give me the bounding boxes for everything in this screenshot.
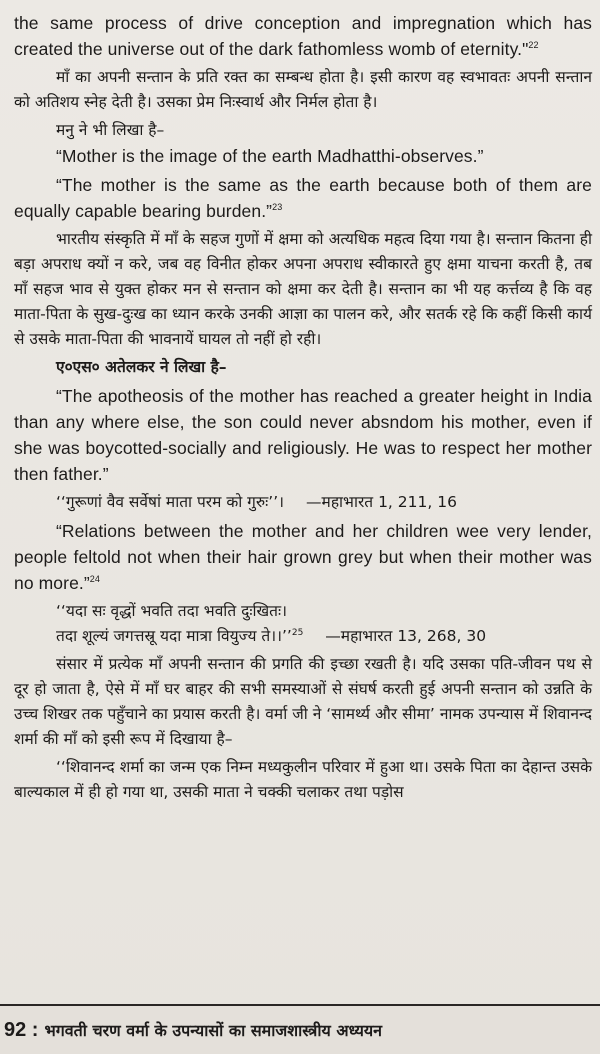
footnote-ref: 22 [528, 40, 539, 51]
quote-mahabharata-1: ‘‘गुरूणां वैव सर्वेषां माता परम को गुरुः’’। —महाभारत 1, 211, 16 [56, 493, 457, 511]
paragraph-blood-relation: माँ का अपनी सन्तान के प्रति रक्त का सम्बन्ध होता है। इसी कारण वह स्वभावतः अपनी सन्तान को अतिशय स्नेह देती है। उसका प्रेम निःस्वार्थ और निर्मल होता है। [14, 68, 592, 111]
paragraph-relations: “Relations between the mother and her children wee very lender, people feltold not when their hair grown grey but when their mother was no more.”$^{24}$ [14, 521, 592, 593]
running-title: भगवती चरण वर्मा के उपन्यासों का समाजशास्त्रीय अध्ययन [44, 1021, 383, 1040]
paragraph-mother-image: “Mother is the image of the earth Madhatthi-observes.” [56, 146, 484, 166]
paragraph-progress: संसार में प्रत्येक माँ अपनी सन्तान की प्रगति की इच्छा रखती है। यदि उसका पति-जीवन पथ से दूर हो जाता है, ऐसे में माँ घर बाहर की सभी समस्याओं से संघर्ष करती हुई अपनी सन्तान को उन्नति के उच्च शिखर तक पहुँचाने का प्रयास करती है। वर्मा जी ने ‘सामर्थ्य और सीमा’ नामक उपन्यास में शिवानन्द शर्मा की माँ को इसी रूप में दिखाया है– [14, 655, 592, 748]
paragraph-forgiveness: भारतीय संस्कृति में माँ के सहज गुणों में क्षमा को अत्यधिक महत्व दिया गया है। सन्तान कितना ही बड़ा अपराध क्यों न करे, जब वह विनीत होकर अपना अपराध स्वीकारते हुए क्षमा याचना करती है, तब माँ सहज भाव से युक्त होकर मन से सन्तान को क्षमा कर देती है। सन्तान का भी यह कर्त्तव्य है कि वह माता-पिता के सुख-दुःख का ध्यान करके उनकी आज्ञा का पालन करे, और सतर्क रहे कि कहीं किसी कार्य से उसके माता-पिता की भावनायें घायल तो नहीं हो रही। [14, 230, 592, 348]
paragraph-apotheosis: “The apotheosis of the mother has reached a greater height in India than any where else, the son could never absndom his mother, even if she was boycotted-socially and religiously. He was to respect her mother then father.” [14, 386, 592, 484]
paragraph-altekar: ए०एस० अतेलकर ने लिखा है– [56, 358, 227, 376]
paragraph-manu: मनु ने भी लिखा है– [56, 121, 165, 139]
verse-line-2: तदा शूल्यं जगत्तस्रू यदा मात्रा वियुज्य ते।।’’$^{25}$ —महाभारत 13, 268, 30 [56, 627, 487, 645]
footnote-ref: 25 [291, 627, 304, 638]
page-footer [0, 1004, 600, 1054]
footnote-ref: 24 [89, 574, 101, 585]
footnote-ref: 23 [272, 202, 283, 213]
paragraph-shivanand: ‘‘शिवानन्द शर्मा का जन्म एक निम्न मध्यकुलीन परिवार में हुआ था। उसके पिता का देहान्त उसके बाल्यकाल में ही हो गया था, उसकी माता ने चक्की चलाकर तथा पड़ोस [14, 758, 592, 801]
paragraph-eternity: the same process of drive conception and impregnation which has created the universe out of the dark fathomless womb of eternity."$^{22}$ [14, 13, 592, 59]
page-number: 92 : [4, 1018, 39, 1041]
verse-source: —महाभारत 13, 268, 30 [325, 627, 487, 645]
paragraph-mother-earth: “The mother is the same as the earth because both of them are equally capable bearing burden.”$^{23}$ [14, 175, 592, 221]
verse-line-1: ‘‘यदा सः वृद्धों भवति तदा भवति दुःखितः। [56, 602, 287, 620]
quote-source: —महाभारत 1, 211, 16 [306, 493, 457, 511]
